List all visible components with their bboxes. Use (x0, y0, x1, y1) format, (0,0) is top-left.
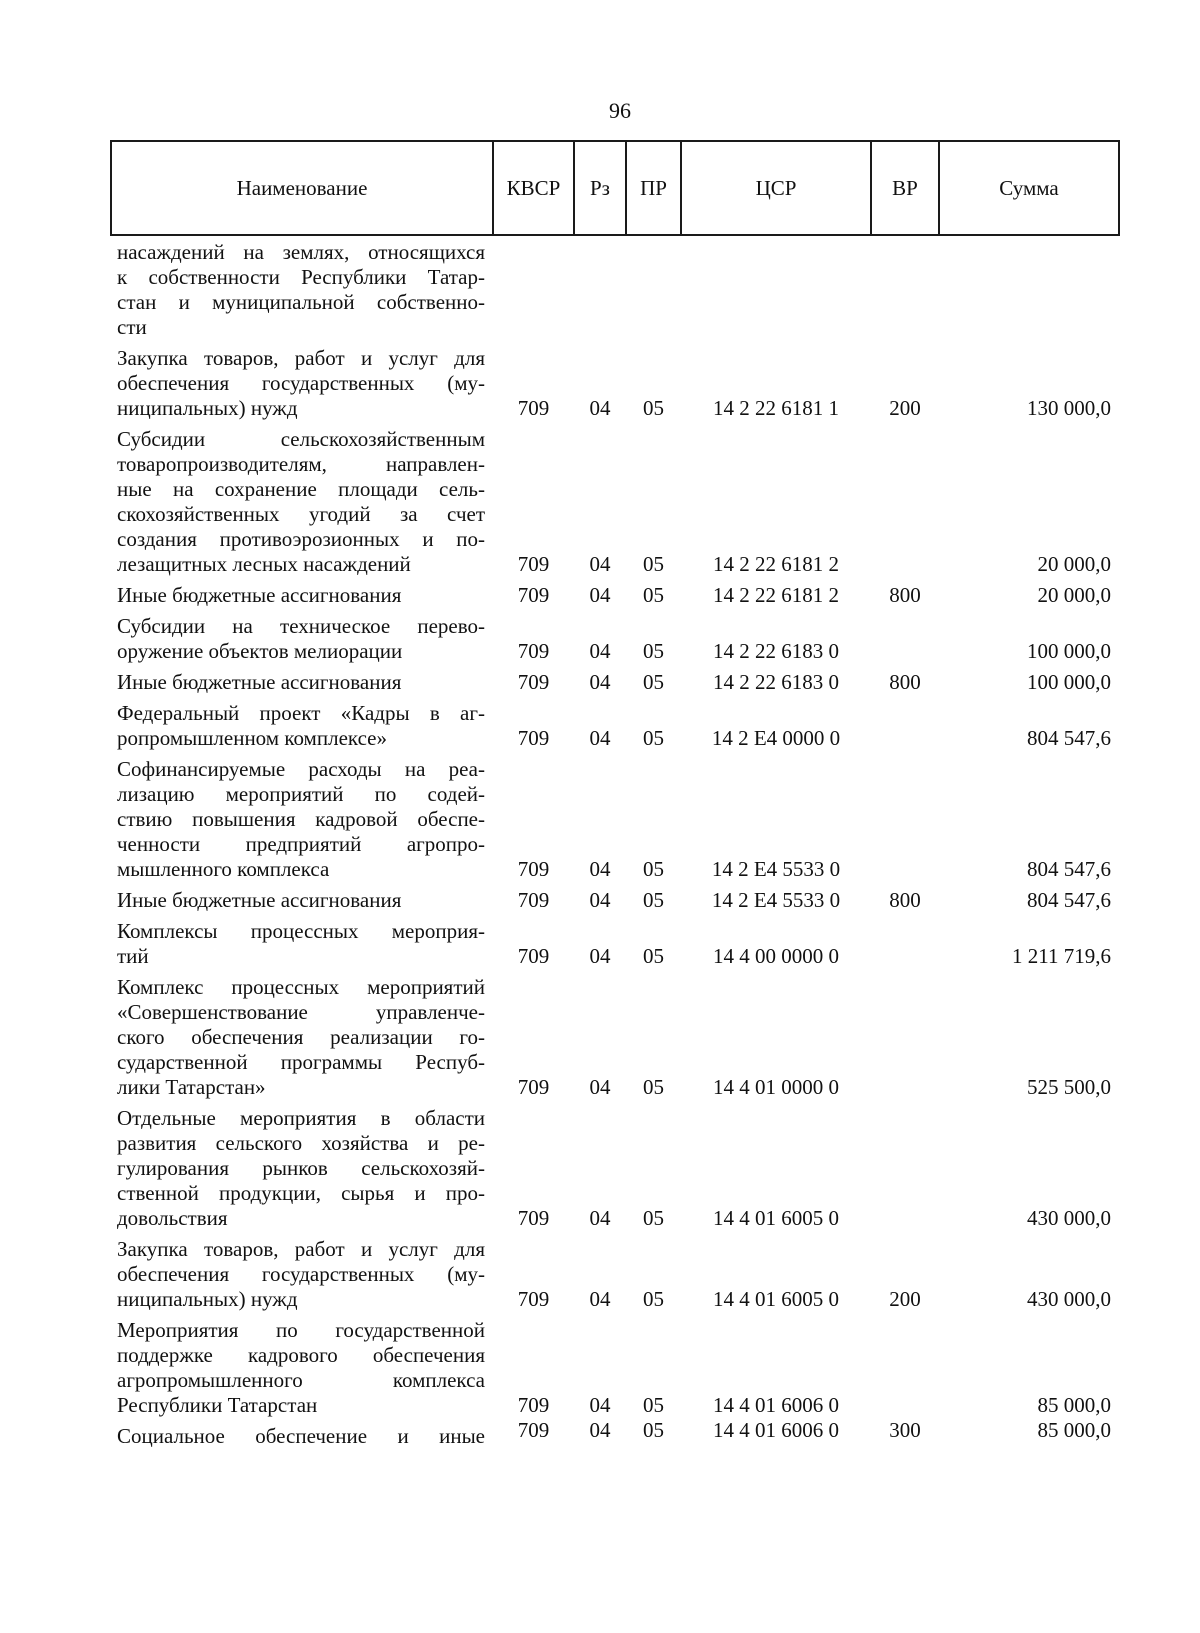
row-name (111, 751, 493, 882)
row-name-line: ниципальных) нужд (117, 396, 298, 420)
row-name-line: оружение объектов мелиорации (117, 639, 403, 663)
row-rz: 04 (589, 944, 611, 968)
header-pr: ПР (626, 141, 681, 235)
row-vr: 200 (889, 1287, 921, 1311)
row-pr: 05 (643, 726, 664, 750)
row-rz (574, 235, 626, 340)
row-pr: 05 (643, 1287, 664, 1311)
row-name (111, 695, 493, 751)
table-row (111, 695, 1119, 751)
table-row (111, 969, 1119, 1100)
row-rz: 04 (589, 888, 611, 912)
row-name (111, 421, 493, 577)
row-csr: 14 4 00 0000 0 (713, 944, 839, 968)
row-csr: 14 2 22 6181 2 (713, 552, 839, 576)
row-kvsr: 709 (517, 1418, 550, 1442)
row-rz: 04 (589, 1075, 611, 1099)
row-csr: 14 4 01 0000 0 (713, 1075, 839, 1099)
row-sum: 20 000,0 (1037, 583, 1111, 607)
row-pr: 05 (643, 1393, 664, 1417)
row-name-line: сударственной программы Респуб- (117, 1050, 485, 1074)
row-name (111, 913, 493, 969)
row-rz: 04 (589, 552, 611, 576)
row-name (111, 235, 493, 340)
row-pr: 05 (643, 1418, 664, 1442)
row-name-line: довольствия (117, 1206, 228, 1230)
row-name-line: тий (117, 944, 149, 968)
row-name (111, 1100, 493, 1231)
row-name (111, 608, 493, 664)
row-name-line: Комплекс процессных мероприятий (117, 975, 485, 999)
row-name-line: Иные бюджетные ассигнования (117, 888, 402, 912)
row-name (111, 664, 493, 695)
row-name-line: обеспечения государственных (му- (117, 1262, 485, 1286)
row-sum: 85 000,0 (1037, 1393, 1111, 1417)
row-kvsr: 709 (517, 396, 550, 420)
row-name-line: «Совершенствование управленче- (117, 1000, 485, 1024)
row-name-line: Республики Татарстан (117, 1393, 318, 1417)
row-sum: 804 547,6 (1027, 726, 1111, 750)
row-sum: 85 000,0 (1037, 1418, 1111, 1442)
table-row (111, 1231, 1119, 1312)
row-pr (626, 235, 681, 340)
row-rz: 04 (589, 1206, 611, 1230)
row-csr (681, 235, 871, 340)
row-rz: 04 (589, 396, 611, 420)
row-name-line: лизацию мероприятий по содей- (117, 782, 485, 806)
row-csr: 14 2 22 6183 0 (713, 670, 839, 694)
row-kvsr: 709 (517, 670, 550, 694)
row-kvsr: 709 (517, 1393, 550, 1417)
row-name-line: Федеральный проект «Кадры в аг- (117, 701, 485, 725)
header-vr: ВР (871, 141, 939, 235)
row-vr (871, 913, 939, 969)
row-rz: 04 (589, 857, 611, 881)
row-csr: 14 2 Е4 0000 0 (711, 726, 841, 750)
row-name-line: создания противоэрозионных и по- (117, 527, 485, 551)
row-vr: 200 (889, 396, 921, 420)
row-rz: 04 (589, 583, 611, 607)
row-vr: 800 (889, 670, 921, 694)
row-name-line: насаждений на землях, относящихся (117, 240, 485, 264)
row-pr: 05 (643, 857, 664, 881)
header-rz: Рз (574, 141, 626, 235)
row-name-line: Закупка товаров, работ и услуг для (117, 346, 485, 370)
row-name-line: лики Татарстан» (117, 1075, 266, 1099)
row-vr: 800 (889, 583, 921, 607)
row-name-line: Субсидии сельскохозяйственным (117, 427, 485, 451)
row-sum: 100 000,0 (1027, 639, 1111, 663)
row-name (111, 1312, 493, 1418)
row-name (111, 577, 493, 608)
row-name-line: товаропроизводителям, направлен- (117, 452, 485, 476)
row-name (111, 340, 493, 421)
header-kvsr: КВСР (493, 141, 574, 235)
row-vr (871, 421, 939, 577)
table-body (111, 235, 1119, 1449)
header-name: Наименование (111, 141, 493, 235)
row-pr: 05 (643, 1206, 664, 1230)
budget-table (110, 140, 1120, 1449)
row-pr: 05 (643, 583, 664, 607)
row-name (111, 1231, 493, 1312)
row-rz: 04 (589, 639, 611, 663)
row-name (111, 1418, 493, 1449)
row-name-line: Иные бюджетные ассигнования (117, 670, 402, 694)
row-kvsr: 709 (517, 583, 550, 607)
budget-table-container (110, 140, 1118, 1449)
table-row (111, 1100, 1119, 1231)
row-kvsr: 709 (517, 639, 550, 663)
row-pr: 05 (643, 639, 664, 663)
row-pr: 05 (643, 944, 664, 968)
row-vr (871, 608, 939, 664)
row-kvsr: 709 (517, 1287, 550, 1311)
row-csr: 14 2 Е4 5533 0 (711, 888, 841, 912)
row-vr (871, 1312, 939, 1418)
row-pr: 05 (643, 670, 664, 694)
row-sum (939, 235, 1119, 340)
row-name-line: сти (117, 315, 147, 339)
row-vr: 300 (889, 1418, 921, 1442)
row-sum: 430 000,0 (1027, 1287, 1111, 1311)
row-csr: 14 2 22 6181 2 (713, 583, 839, 607)
row-name-line: Социальное обеспечение и иные (117, 1424, 485, 1448)
row-sum: 130 000,0 (1027, 396, 1111, 420)
row-rz: 04 (589, 726, 611, 750)
row-name-line: ствию повышения кадровой обеспе- (117, 807, 485, 831)
row-sum: 100 000,0 (1027, 670, 1111, 694)
row-sum: 804 547,6 (1027, 888, 1111, 912)
row-kvsr: 709 (517, 857, 550, 881)
table-row (111, 421, 1119, 577)
row-kvsr: 709 (517, 1206, 550, 1230)
row-name-line: стан и муниципальной собственно- (117, 290, 485, 314)
row-pr: 05 (643, 396, 664, 420)
table-row (111, 882, 1119, 913)
row-pr: 05 (643, 552, 664, 576)
table-row (111, 913, 1119, 969)
row-csr: 14 2 22 6183 0 (713, 639, 839, 663)
row-name-line: к собственности Республики Татар- (117, 265, 485, 289)
row-sum: 20 000,0 (1037, 552, 1111, 576)
table-row (111, 608, 1119, 664)
row-csr: 14 2 22 6181 1 (713, 396, 839, 420)
row-name-line: гулирования рынков сельскохозяй- (117, 1156, 485, 1180)
row-name (111, 882, 493, 913)
row-name-line: развития сельского хозяйства и ре- (117, 1131, 485, 1155)
page-number: 96 (609, 98, 631, 123)
row-kvsr: 709 (517, 552, 550, 576)
row-vr (871, 751, 939, 882)
table-row (111, 664, 1119, 695)
row-sum: 430 000,0 (1027, 1206, 1111, 1230)
row-kvsr: 709 (517, 1075, 550, 1099)
row-kvsr (493, 235, 574, 340)
row-name-line: обеспечения государственных (му- (117, 371, 485, 395)
row-csr: 14 4 01 6005 0 (713, 1206, 839, 1230)
table-row (111, 751, 1119, 882)
row-name-line: ченности предприятий агропро- (117, 832, 485, 856)
row-name-line: Мероприятия по государственной (117, 1318, 485, 1342)
row-name-line: Закупка товаров, работ и услуг для (117, 1237, 485, 1261)
row-name-line: Софинансируемые расходы на реа- (117, 757, 485, 781)
row-sum: 1 211 719,6 (1012, 944, 1111, 968)
table-row (111, 235, 1119, 340)
header-sum: Сумма (939, 141, 1119, 235)
table-row (111, 577, 1119, 608)
row-name (111, 969, 493, 1100)
table-row (111, 1418, 1119, 1449)
row-vr (871, 235, 939, 340)
row-kvsr: 709 (517, 888, 550, 912)
table-header (111, 141, 1119, 235)
table-row (111, 340, 1119, 421)
row-csr: 14 4 01 6005 0 (713, 1287, 839, 1311)
row-rz: 04 (589, 1393, 611, 1417)
row-name-line: поддержке кадрового обеспечения (117, 1343, 485, 1367)
row-name-line: Отдельные мероприятия в области (117, 1106, 485, 1130)
row-name-line: Субсидии на техническое перево- (117, 614, 485, 638)
row-vr (871, 969, 939, 1100)
row-name-line: агропромышленного комплекса (117, 1368, 485, 1392)
row-name-line: Комплексы процессных мероприя- (117, 919, 485, 943)
table-row (111, 1312, 1119, 1418)
row-sum: 525 500,0 (1027, 1075, 1111, 1099)
row-name-line: ные на сохранение площади сель- (117, 477, 485, 501)
header-csr: ЦСР (681, 141, 871, 235)
row-kvsr: 709 (517, 726, 550, 750)
row-name-line: мышленного комплекса (117, 857, 330, 881)
row-sum: 804 547,6 (1027, 857, 1111, 881)
row-csr: 14 4 01 6006 0 (713, 1393, 839, 1417)
row-name-line: ственной продукции, сырья и про- (117, 1181, 485, 1205)
row-name-line: Иные бюджетные ассигнования (117, 583, 402, 607)
row-vr (871, 695, 939, 751)
row-vr: 800 (889, 888, 921, 912)
row-csr: 14 2 Е4 5533 0 (711, 857, 841, 881)
row-pr: 05 (643, 1075, 664, 1099)
row-name-line: скохозяйственных угодий за счет (117, 502, 485, 526)
row-name-line: ского обеспечения реализации го- (117, 1025, 485, 1049)
row-pr: 05 (643, 888, 664, 912)
row-csr: 14 4 01 6006 0 (713, 1418, 839, 1442)
row-kvsr: 709 (517, 944, 550, 968)
row-rz: 04 (589, 670, 611, 694)
row-name-line: ниципальных) нужд (117, 1287, 298, 1311)
row-rz: 04 (589, 1287, 611, 1311)
row-name-line: лезащитных лесных насаждений (117, 552, 411, 576)
row-rz: 04 (589, 1418, 611, 1442)
row-vr (871, 1100, 939, 1231)
row-name-line: ропромышленном комплексе» (117, 726, 387, 750)
